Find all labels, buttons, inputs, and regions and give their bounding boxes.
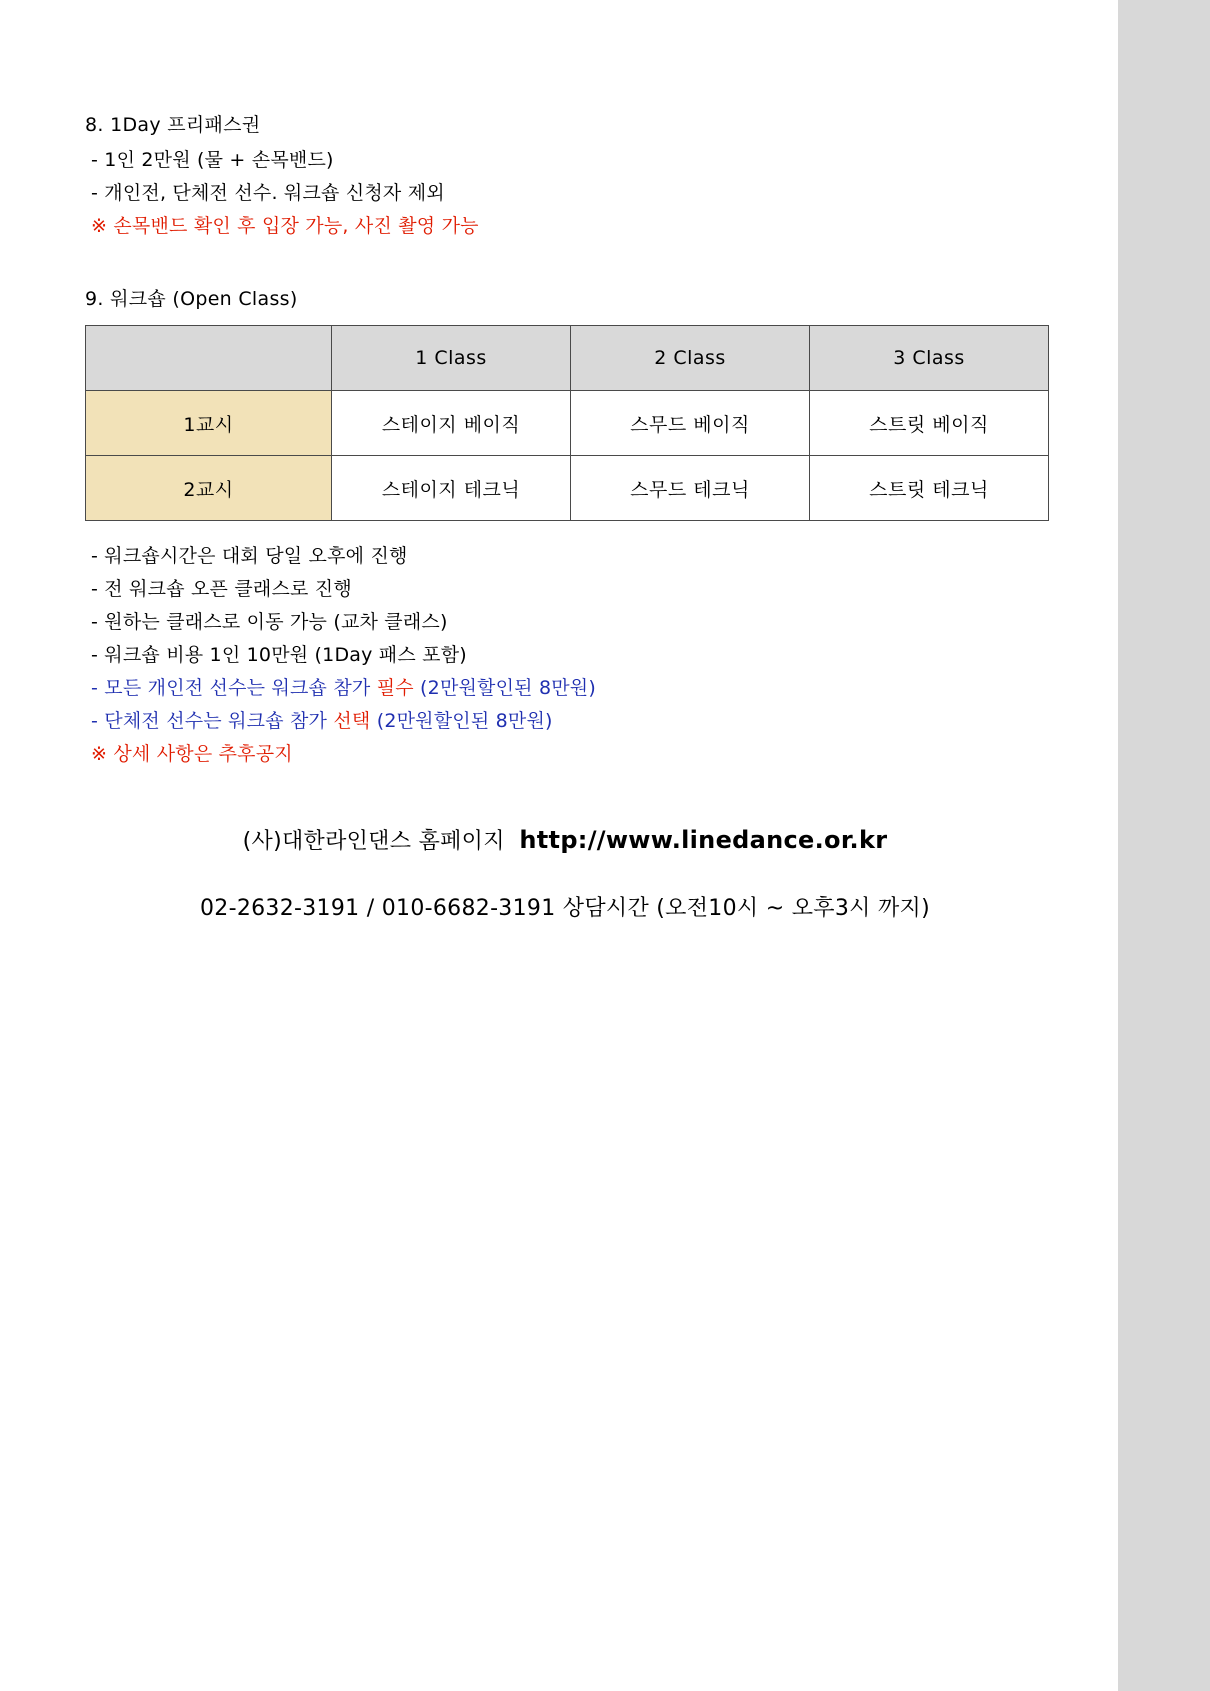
workshop-bullet-3: - 원하는 클래스로 이동 가능 (교차 클래스) <box>91 611 448 633</box>
footer-contact-line: 02-2632-3191 / 010-6682-3191 상담시간 (오전10시 ~ 오후3시 까지) <box>200 896 930 921</box>
footer-block <box>85 824 1045 922</box>
table-row-header: 2교시 <box>86 456 332 521</box>
workshop-blue-bullet-2 <box>91 712 1045 731</box>
workshop-blue-bullet-1 <box>91 679 1045 698</box>
blue-bullet-post: (2만원할인된 8만원) <box>413 677 596 699</box>
table-header-row <box>86 326 1049 391</box>
table-column-header: 3 Class <box>810 326 1049 391</box>
footer-org-text: (사)대한라인댄스 홈페이지 <box>242 829 505 854</box>
workshop-bullet-2: - 전 워크숍 오픈 클래스로 진행 <box>91 578 352 600</box>
section-heading-pass: 8. 1Day 프리패스권 <box>85 114 261 136</box>
table-column-header: 2 Class <box>571 326 810 391</box>
blue-bullet-emphasis: 선택 <box>333 710 371 732</box>
pass-bullet-2: - 개인전, 단체전 선수. 워크숍 신청자 제외 <box>91 182 445 204</box>
table-row-header: 1교시 <box>86 391 332 456</box>
table-cell: 스테이지 테크닉 <box>332 456 571 521</box>
table-row <box>86 391 1049 456</box>
pass-bullet-1: - 1인 2만원 (물 + 손목밴드) <box>91 149 334 171</box>
workshop-note: ※ 상세 사항은 추후공지 <box>91 743 293 765</box>
spacer <box>85 250 1045 284</box>
blue-bullet-post: (2만원할인된 8만원) <box>370 710 553 732</box>
workshop-bullet-1: - 워크숍시간은 대회 당일 오후에 진행 <box>91 545 408 567</box>
pass-note: ※ 손목밴드 확인 후 입장 가능, 사진 촬영 가능 <box>91 215 479 237</box>
table-column-header: 1 Class <box>332 326 571 391</box>
document-content <box>85 110 1045 922</box>
workshop-table <box>85 325 1049 521</box>
table-cell: 스무드 베이직 <box>571 391 810 456</box>
table-cell: 스트릿 테크닉 <box>810 456 1049 521</box>
table-cell: 스테이지 베이직 <box>332 391 571 456</box>
blue-bullet-pre: - 단체전 선수는 워크숍 참가 <box>91 710 334 732</box>
blue-bullet-emphasis: 필수 <box>376 677 414 699</box>
homepage-url[interactable]: http://www.linedance.or.kr <box>519 826 888 854</box>
footer-homepage-line <box>85 824 1045 855</box>
table-cell: 스트릿 베이직 <box>810 391 1049 456</box>
table-cell: 스무드 테크닉 <box>571 456 810 521</box>
section-heading-workshop: 9. 워크숍 (Open Class) <box>85 288 298 310</box>
table-row <box>86 456 1049 521</box>
table-corner-cell <box>86 326 332 391</box>
workshop-bullet-4: - 워크숍 비용 1인 10만원 (1Day 패스 포함) <box>91 644 467 666</box>
blue-bullet-pre: - 모든 개인전 선수는 워크숍 참가 <box>91 677 377 699</box>
